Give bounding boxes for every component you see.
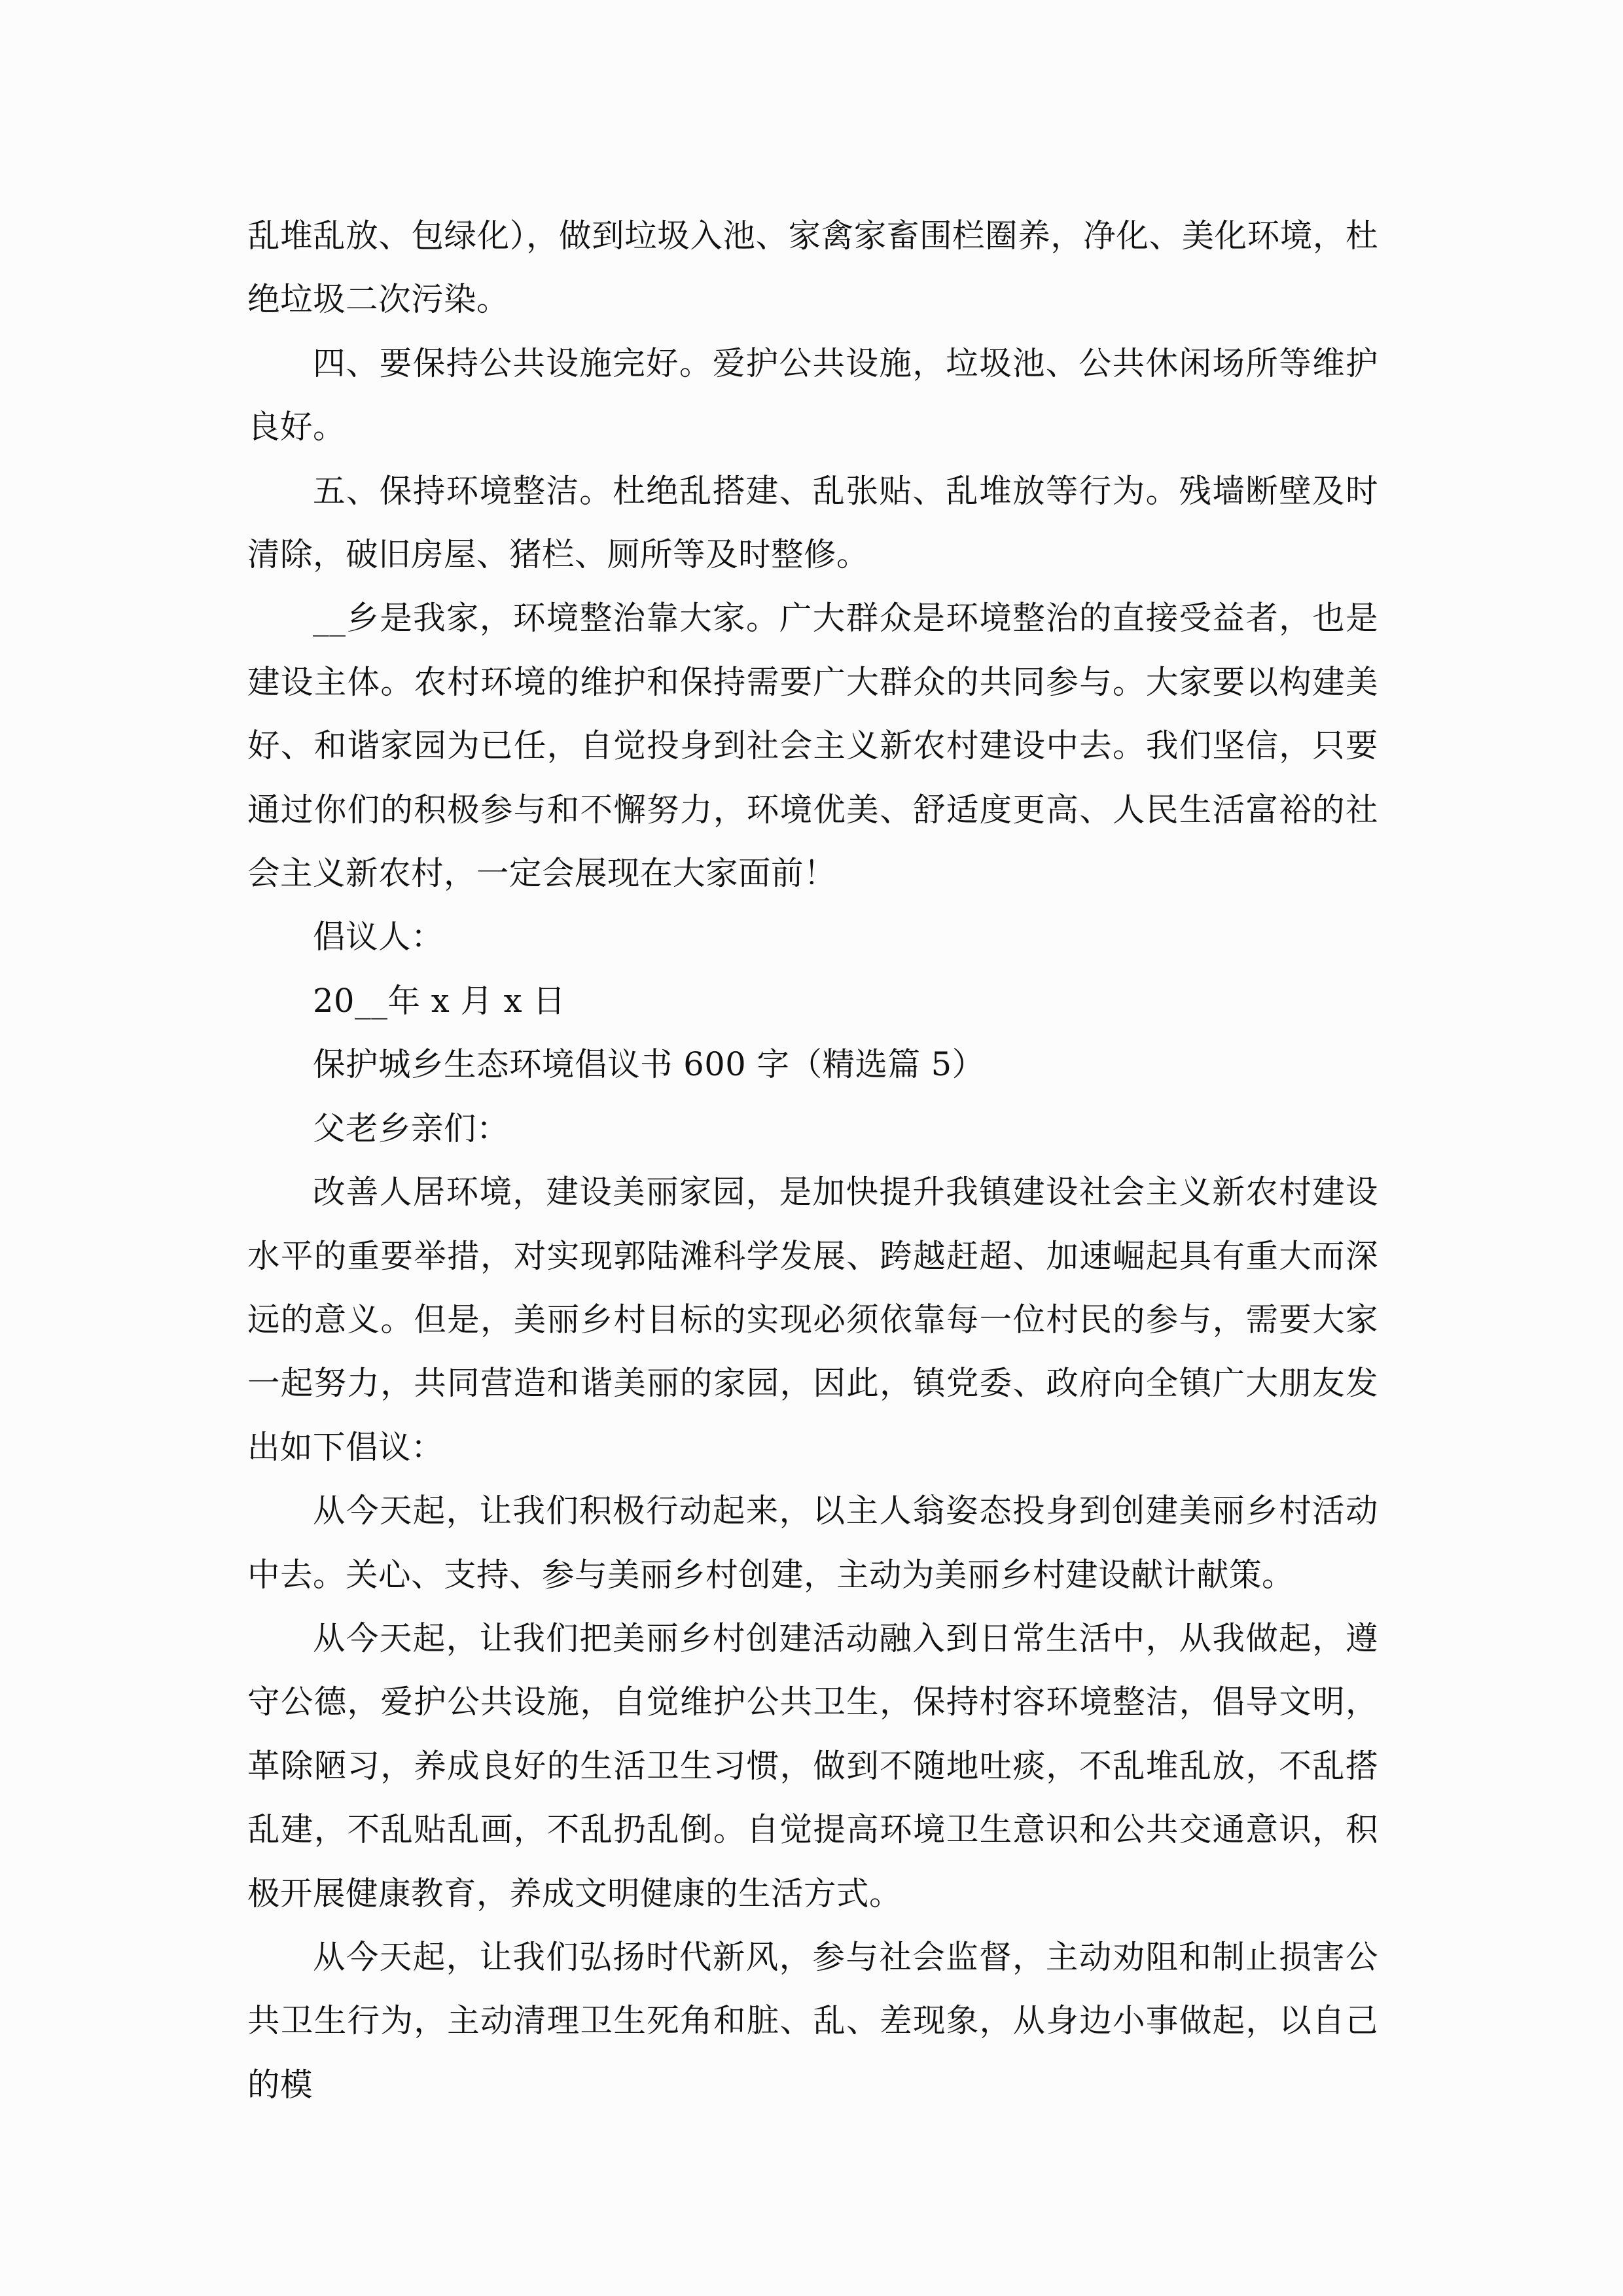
signature-label: 倡议人： — [313, 918, 444, 956]
date-line: 20__年 x 月 x 日 — [313, 981, 566, 1020]
paragraph-proposal-2: 从今天起，让我们把美丽乡村创建活动融入到日常生活中，从我做起，遵守公德，爱护公共设施，自觉维护公共卫生，保持村容环境整洁，倡导文明，革除陋习，养成良好的生活卫生习惯，做到不随地吐痰，不乱堆乱放，不乱搭乱建，不乱贴乱画，不乱扔乱倒。自觉提高环境卫生意识和公共交通意识，积极开展健康教育，养成文明健康的生活方式。 — [247, 1619, 1378, 1912]
paragraph-item-five: 五、保持环境整洁。杜绝乱搭建、乱张贴、乱堆放等行为。残墙断壁及时清除，破旧房屋、猪栏、厕所等及时整修。 — [247, 471, 1378, 574]
paragraph-item-four: 四、要保持公共设施完好。爱护公共设施，垃圾池、公共休闲场所等维护良好。 — [247, 344, 1378, 446]
salutation: 父老乡亲们： — [313, 1109, 509, 1147]
paragraph-intro: 改善人居环境，建设美丽家园，是加快提升我镇建设社会主义新农村建设水平的重要举措，对实现郭陆滩科学发展、跨越赶超、加速崛起具有重大而深远的意义。但是，美丽乡村目标的实现必须依靠每一位村民的参与，需要大家一起努力，共同营造和谐美丽的家园，因此，镇党委、政府向全镇广大朋友发出如下倡议： — [247, 1173, 1378, 1466]
document-page — [247, 204, 1378, 2117]
paragraph-closing: __乡是我家，环境整治靠大家。广大群众是环境整治的直接受益者，也是建设主体。农村环境的维护和保持需要广大群众的共同参与。大家要以构建美好、和谐家园为已任，自觉投身到社会主义新农村建设中去。我们坚信，只要通过你们的积极参与和不懈努力，环境优美、舒适度更高、人民生活富裕的社会主义新农村，一定会展现在大家面前！ — [247, 599, 1378, 893]
paragraph-proposal-1: 从今天起，让我们积极行动起来，以主人翁姿态投身到创建美丽乡村活动中去。关心、支持、参与美丽乡村创建，主动为美丽乡村建设献计献策。 — [247, 1492, 1378, 1594]
paragraph-proposal-3: 从今天起，让我们弘扬时代新风，参与社会监督，主动劝阻和制止损害公共卫生行为，主动清理卫生死角和脏、乱、差现象，从身边小事做起，以自己的模 — [247, 1937, 1378, 2104]
section-title: 保护城乡生态环境倡议书 600 字（精选篇 5） — [313, 1045, 985, 1084]
paragraph-continuation: 乱堆乱放、包绿化），做到垃圾入池、家禽家畜围栏圈养，净化、美化环境，杜绝垃圾二次污染。 — [247, 217, 1378, 319]
